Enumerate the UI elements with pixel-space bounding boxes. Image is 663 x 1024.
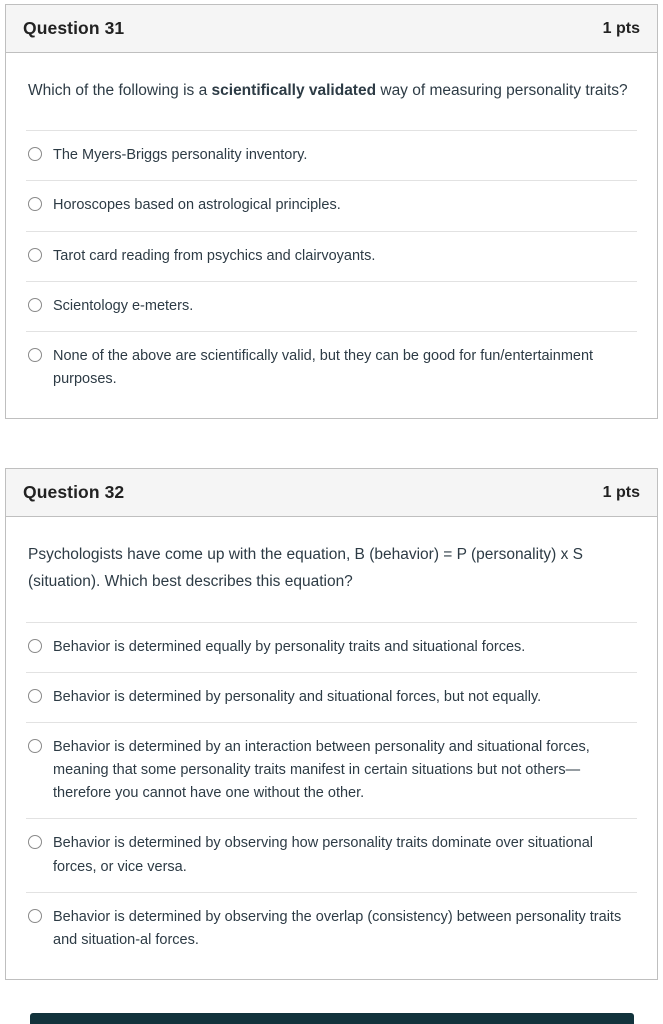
radio-button[interactable] <box>28 835 42 849</box>
question-points: 1 pts <box>602 483 640 501</box>
question-points: 1 pts <box>602 19 640 37</box>
answer-option-label: Behavior is determined by personality and situational forces, but not equally. <box>53 688 542 705</box>
answer-options <box>26 130 637 404</box>
question-body <box>6 517 657 979</box>
radio-button[interactable] <box>28 739 42 753</box>
answer-option[interactable] <box>26 180 637 230</box>
next-section-edge <box>30 1013 634 1024</box>
prompt-text-before: Which of the following is a <box>28 82 212 99</box>
prompt-text-bold: scientifically validated <box>211 82 377 99</box>
question-header <box>6 5 657 53</box>
answer-option[interactable] <box>26 722 637 819</box>
radio-button[interactable] <box>28 298 42 312</box>
radio-button[interactable] <box>28 639 42 653</box>
answer-option-label: Scientology e-meters. <box>53 297 194 314</box>
answer-option[interactable] <box>26 818 637 891</box>
question-card-31 <box>5 4 658 419</box>
answer-options <box>26 622 637 966</box>
question-title: Question 31 <box>23 18 125 38</box>
answer-option-label: Behavior is determined by observing the overlap (consistency) between personality traits and situation-al forces. <box>53 908 622 948</box>
radio-button[interactable] <box>28 147 42 161</box>
answer-option-label: None of the above are scientifically valid, but they can be good for fun/entertainment purposes. <box>53 347 594 388</box>
question-header <box>6 469 657 517</box>
question-body <box>6 53 657 418</box>
answer-option[interactable] <box>26 231 637 281</box>
question-prompt <box>26 77 637 104</box>
answer-option-label: Horoscopes based on astrological principles. <box>53 197 341 214</box>
radio-button[interactable] <box>28 348 42 362</box>
radio-button[interactable] <box>28 689 42 703</box>
prompt-text: Psychologists have come up with the equation, B (behavior) = P (personality) x S (situation). Which best describes this equation? <box>28 546 583 591</box>
answer-option-label: Behavior is determined by an interaction between personality and situational forces, meaning that some personality traits manifest in certain situations but not others—therefore you cannot have one without the other. <box>53 738 590 802</box>
question-prompt <box>26 541 637 595</box>
radio-button[interactable] <box>28 909 42 923</box>
answer-option[interactable] <box>26 892 637 965</box>
prompt-text-after: way of measuring personality traits? <box>376 82 628 99</box>
answer-option[interactable] <box>26 672 637 722</box>
answer-option-label: Tarot card reading from psychics and clairvoyants. <box>53 247 376 264</box>
answer-option-label: The Myers-Briggs personality inventory. <box>53 147 308 164</box>
radio-button[interactable] <box>28 197 42 211</box>
answer-option-label: Behavior is determined by observing how personality traits dominate over situational forces, or vice versa. <box>53 835 594 875</box>
answer-option[interactable] <box>26 130 637 180</box>
answer-option[interactable] <box>26 281 637 331</box>
answer-option[interactable] <box>26 331 637 404</box>
answer-option-label: Behavior is determined equally by personality traits and situational forces. <box>53 638 526 655</box>
answer-option[interactable] <box>26 622 637 672</box>
question-title: Question 32 <box>23 482 125 503</box>
radio-button[interactable] <box>28 248 42 262</box>
question-card-32 <box>5 468 658 980</box>
